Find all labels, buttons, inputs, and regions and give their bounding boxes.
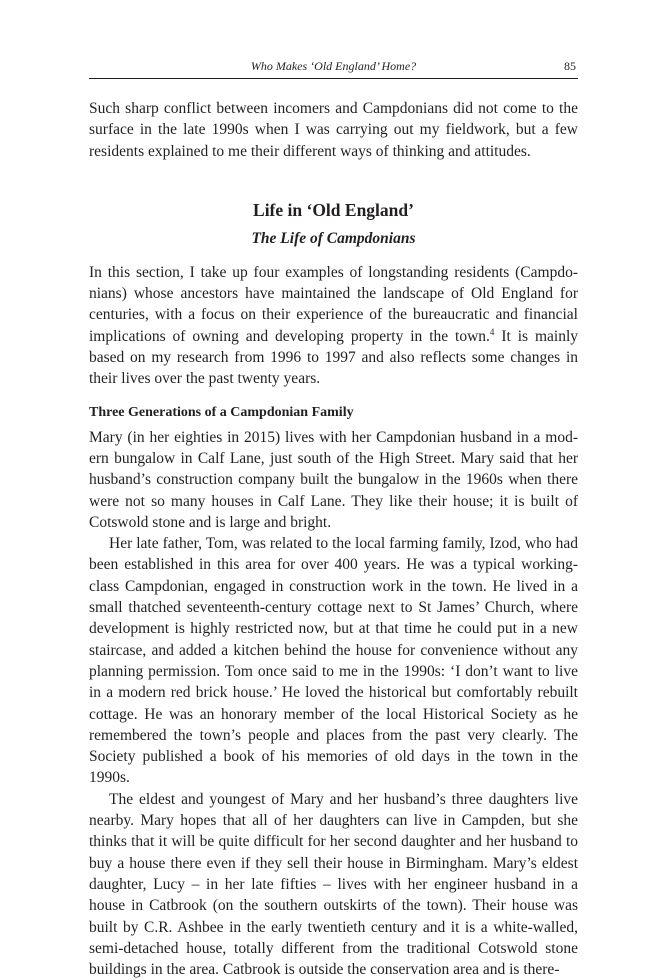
body-paragraph: Her late father, Tom, was related to the local farming family, Izod, who had been established in this area for over 400 years. He was a typical working-class Campdonian, engaged in construction work in the town. He lived in a small thatched seventeenth-century cottage next to St James’ Church, where development is highly restricted now, but at that time he could put in a new staircase, and added a kitchen behind the house for convenience without any planning permission. Tom once said to me in the 1990s: ‘I don’t want to live in a modern red brick house.’ He loved the historical but comfortably rebuilt cottage. He was an honorary member of the local Historical Society as he remembered the town’s people and places from the past very clearly. The Society published a book of his memories of old days in the town in the 1990s. <box>89 535 578 787</box>
paragraph-text: It is mainly based on my research from 1996 to 1997 and also reflects some changes in their lives over the past twenty years. <box>89 327 578 388</box>
run-in-heading: Three Generations of a Campdonian Family <box>89 404 354 420</box>
intro-paragraph: Such sharp conflict between incomers and Campdonians did not come to the surface in the late 1990s when I was carrying out my fieldwork, but a few residents explained to me their different ways of thinking and attitudes. <box>89 100 578 160</box>
running-head <box>89 50 578 79</box>
page-body <box>89 98 578 980</box>
body-paragraph: The eldest and youngest of Mary and her husband’s three daughters live nearby. Mary hopes that all of her daughters can live in Campden, but she thinks that it will be quite difficult for her second daughter and her husband to buy a house there even if they sell their house in Birmingham. Mary’s eldest daughter, Lucy – in her late fifties – lives with her engineer husband in a house in Catbrook (on the southern outskirts of the town). Their house was built by C.R. Ashbee in the early twentieth century and it is a white-walled, semi-detached house, totally different from the traditional Cotswold stone buildings in the area. Catbrook is outside the conservation area and is there- <box>89 790 578 979</box>
body-paragraph: Mary (in her eighties in 2015) lives with her Campdonian husband in a modern bungalow in Calf Lane, just south of the High Street. Mary said that her husband’s construction company built the bungalow in the 1960s when there were not so many houses in Calf Lane. They like their house; it is built of Cotswold stone and is large and bright. <box>89 428 578 531</box>
footnote-marker[interactable]: 4 <box>489 326 495 337</box>
section-paragraph-1 <box>89 262 578 390</box>
running-head-title: Who Makes ‘Old England’ Home? <box>250 59 417 73</box>
section-heading: Life in ‘Old England’ <box>253 199 414 220</box>
subsection-heading: The Life of Campdonians <box>251 229 416 247</box>
page-number: 85 <box>564 59 576 73</box>
paragraph-text: In this section, I take up four examples of longstanding residents (Campdonians) whose ancestors have maintained the landscape of Old England for centuries, with a focus on their experience of the bureaucratic and financial implications of owning and developing property in the town. <box>89 263 578 345</box>
